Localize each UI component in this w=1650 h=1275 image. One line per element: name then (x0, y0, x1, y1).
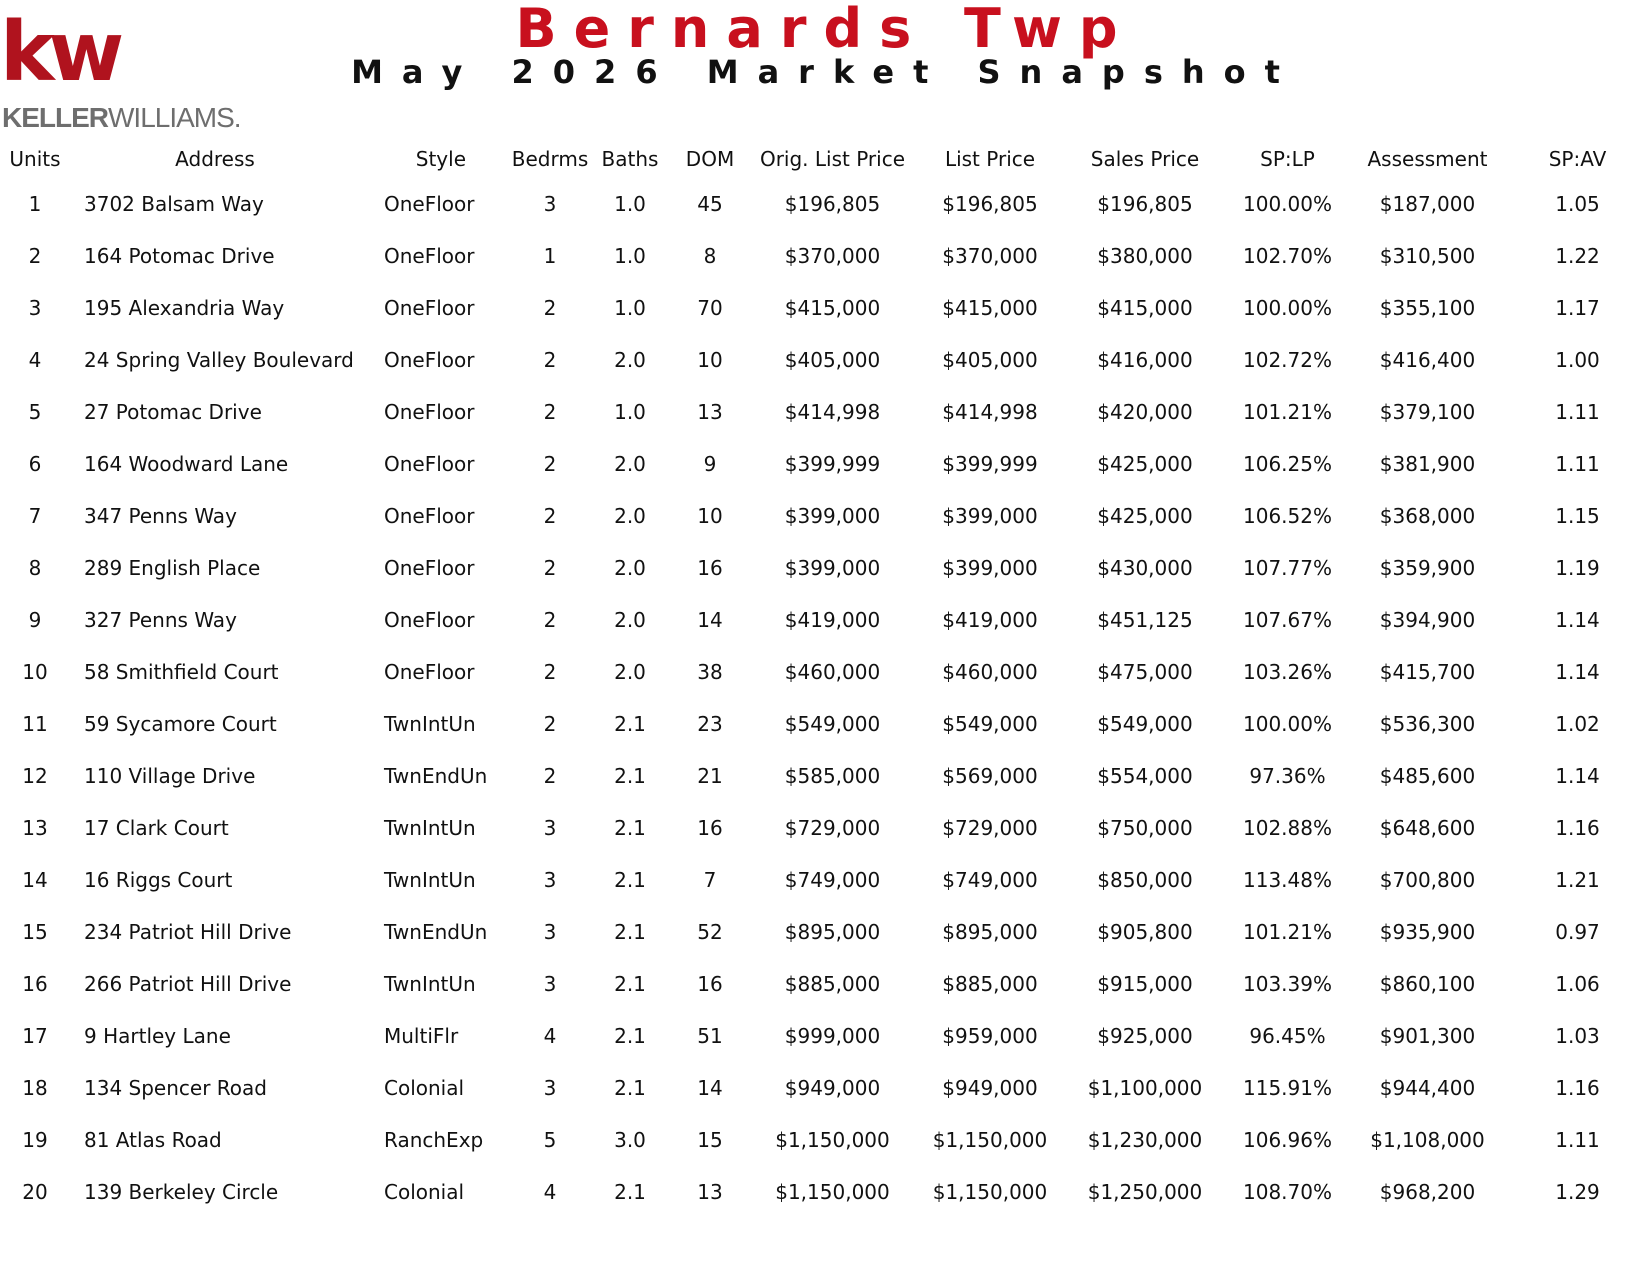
cell-assessment: $379,100 (1379, 400, 1476, 424)
cell-address: 134 Spencer Road (84, 1076, 267, 1100)
cell-list-price: $1,150,000 (932, 1180, 1048, 1204)
cell-sales-price: $554,000 (1097, 764, 1193, 788)
cell-unit: 2 (28, 244, 42, 268)
cell-dom: 10 (697, 348, 723, 372)
cell-unit: 3 (28, 296, 42, 320)
cell-orig-list-price: $749,000 (784, 868, 881, 892)
cell-bedrooms: 3 (543, 816, 557, 840)
cell-sales-price: $416,000 (1097, 348, 1193, 372)
cell-baths: 2.1 (614, 764, 646, 788)
cell-style: OneFloor (384, 192, 475, 216)
cell-address: 195 Alexandria Way (84, 296, 285, 320)
cell-baths: 1.0 (614, 400, 646, 424)
cell-bedrooms: 2 (543, 608, 557, 632)
cell-style: OneFloor (384, 296, 475, 320)
cell-list-price: $419,000 (942, 608, 1038, 632)
logo-wordmark (2, 104, 241, 132)
cell-address: 289 English Place (84, 556, 261, 580)
cell-assessment: $310,500 (1379, 244, 1476, 268)
cell-assessment: $485,600 (1379, 764, 1476, 788)
cell-style: OneFloor (384, 504, 475, 528)
cell-list-price: $399,000 (942, 556, 1038, 580)
cell-style: Colonial (384, 1076, 465, 1100)
cell-dom: 52 (697, 920, 723, 944)
cell-address: 24 Spring Valley Boulevard (84, 348, 354, 372)
cell-sp-lp: 107.67% (1243, 608, 1332, 632)
cell-baths: 3.0 (614, 1128, 646, 1152)
cell-unit: 4 (28, 348, 42, 372)
cell-sp-av: 1.14 (1555, 764, 1600, 788)
cell-list-price: $405,000 (942, 348, 1038, 372)
cell-dom: 15 (697, 1128, 723, 1152)
cell-assessment: $700,800 (1379, 868, 1476, 892)
cell-baths: 2.0 (614, 608, 646, 632)
cell-sp-av: 1.11 (1555, 400, 1600, 424)
cell-sp-lp: 103.39% (1243, 972, 1332, 996)
cell-assessment: $1,108,000 (1370, 1128, 1485, 1152)
cell-dom: 13 (697, 1180, 723, 1204)
cell-assessment: $648,600 (1379, 816, 1476, 840)
cell-list-price: $729,000 (942, 816, 1038, 840)
table-row (0, 542, 1650, 594)
cell-address: 139 Berkeley Circle (84, 1180, 279, 1204)
cell-sp-lp: 106.96% (1243, 1128, 1332, 1152)
cell-list-price: $196,805 (942, 192, 1038, 216)
cell-unit: 6 (28, 452, 42, 476)
cell-list-price: $460,000 (942, 660, 1038, 684)
cell-assessment: $355,100 (1379, 296, 1476, 320)
table-row (0, 1114, 1650, 1166)
cell-list-price: $370,000 (942, 244, 1038, 268)
cell-address: 81 Atlas Road (84, 1128, 222, 1152)
table-row (0, 750, 1650, 802)
table-row (0, 958, 1650, 1010)
cell-dom: 23 (697, 712, 723, 736)
cell-sales-price: $425,000 (1097, 504, 1193, 528)
cell-assessment: $368,000 (1379, 504, 1476, 528)
cell-style: Colonial (384, 1180, 465, 1204)
cell-style: OneFloor (384, 660, 475, 684)
cell-baths: 1.0 (614, 296, 646, 320)
table-row (0, 646, 1650, 698)
column-header-orig-list-price: Orig. List Price (759, 147, 906, 171)
cell-bedrooms: 2 (543, 712, 557, 736)
column-header-units: Units (9, 147, 61, 171)
cell-bedrooms: 2 (543, 452, 557, 476)
cell-assessment: $394,900 (1379, 608, 1476, 632)
cell-unit: 5 (28, 400, 42, 424)
cell-dom: 21 (697, 764, 723, 788)
cell-orig-list-price: $399,000 (784, 556, 881, 580)
cell-baths: 2.1 (614, 1024, 646, 1048)
column-header-dom: DOM (685, 147, 735, 171)
cell-bedrooms: 2 (543, 764, 557, 788)
cell-style: TwnEndUn (384, 920, 488, 944)
table-row (0, 386, 1650, 438)
cell-baths: 2.0 (614, 504, 646, 528)
table-row (0, 802, 1650, 854)
page-subtitle: May 2026 Market Snapshot (351, 53, 1299, 91)
cell-unit: 7 (28, 504, 42, 528)
cell-baths: 2.1 (614, 868, 646, 892)
cell-unit: 16 (22, 972, 48, 996)
column-header-sp-lp: SP:LP (1260, 147, 1315, 171)
cell-bedrooms: 4 (543, 1180, 557, 1204)
cell-sp-lp: 100.00% (1243, 296, 1332, 320)
cell-assessment: $901,300 (1379, 1024, 1476, 1048)
cell-assessment: $381,900 (1379, 452, 1476, 476)
cell-dom: 8 (703, 244, 717, 268)
cell-unit: 1 (28, 192, 42, 216)
cell-orig-list-price: $419,000 (784, 608, 881, 632)
cell-assessment: $860,100 (1379, 972, 1476, 996)
cell-baths: 1.0 (614, 192, 646, 216)
cell-unit: 14 (22, 868, 48, 892)
table-row (0, 230, 1650, 282)
cell-sp-av: 1.00 (1555, 348, 1600, 372)
cell-dom: 16 (697, 816, 723, 840)
cell-list-price: $399,999 (942, 452, 1038, 476)
cell-sales-price: $415,000 (1097, 296, 1193, 320)
cell-address: 327 Penns Way (84, 608, 237, 632)
cell-sp-lp: 107.77% (1243, 556, 1332, 580)
cell-style: OneFloor (384, 556, 475, 580)
cell-assessment: $187,000 (1379, 192, 1476, 216)
column-header-assessment: Assessment (1367, 147, 1488, 171)
column-header-style: Style (415, 147, 466, 171)
cell-orig-list-price: $549,000 (784, 712, 881, 736)
table-row (0, 594, 1650, 646)
column-header-sales-price: Sales Price (1090, 147, 1200, 171)
cell-sp-lp: 103.26% (1243, 660, 1332, 684)
cell-style: OneFloor (384, 608, 475, 632)
cell-sp-av: 1.02 (1555, 712, 1600, 736)
cell-sp-av: 1.19 (1555, 556, 1600, 580)
cell-orig-list-price: $196,805 (784, 192, 881, 216)
cell-unit: 19 (22, 1128, 48, 1152)
cell-sales-price: $850,000 (1097, 868, 1193, 892)
cell-sales-price: $1,250,000 (1087, 1180, 1203, 1204)
cell-list-price: $959,000 (942, 1024, 1038, 1048)
market-snapshot-table (0, 140, 1650, 1218)
cell-list-price: $1,150,000 (932, 1128, 1048, 1152)
cell-address: 58 Smithfield Court (84, 660, 279, 684)
cell-unit: 12 (22, 764, 48, 788)
table-row (0, 438, 1650, 490)
cell-dom: 70 (697, 296, 723, 320)
cell-baths: 2.1 (614, 1180, 646, 1204)
cell-style: MultiFlr (384, 1024, 459, 1048)
cell-sp-lp: 101.21% (1243, 920, 1332, 944)
cell-dom: 7 (703, 868, 717, 892)
cell-unit: 9 (28, 608, 42, 632)
cell-sp-av: 1.06 (1555, 972, 1600, 996)
cell-sales-price: $1,230,000 (1087, 1128, 1203, 1152)
cell-sp-av: 1.05 (1555, 192, 1600, 216)
cell-sales-price: $915,000 (1097, 972, 1193, 996)
table-row (0, 1010, 1650, 1062)
cell-sales-price: $475,000 (1097, 660, 1193, 684)
cell-bedrooms: 2 (543, 400, 557, 424)
table-row (0, 1166, 1650, 1218)
cell-style: OneFloor (384, 244, 475, 268)
cell-sales-price: $549,000 (1097, 712, 1193, 736)
cell-sp-av: 1.11 (1555, 1128, 1600, 1152)
cell-orig-list-price: $1,150,000 (775, 1128, 890, 1152)
cell-sp-av: 1.15 (1555, 504, 1600, 528)
cell-dom: 45 (697, 192, 723, 216)
cell-bedrooms: 5 (543, 1128, 557, 1152)
cell-sales-price: $905,800 (1097, 920, 1193, 944)
cell-list-price: $549,000 (942, 712, 1038, 736)
logo-word-bold: KELLER (2, 102, 108, 133)
cell-dom: 51 (697, 1024, 723, 1048)
table-row (0, 698, 1650, 750)
cell-sales-price: $1,100,000 (1087, 1076, 1203, 1100)
column-header-bedrooms: Bedrms (511, 147, 589, 171)
cell-orig-list-price: $405,000 (784, 348, 881, 372)
cell-list-price: $415,000 (942, 296, 1038, 320)
cell-orig-list-price: $399,999 (784, 452, 881, 476)
cell-baths: 2.0 (614, 348, 646, 372)
cell-assessment: $935,900 (1379, 920, 1476, 944)
cell-dom: 38 (697, 660, 723, 684)
cell-sp-lp: 106.52% (1243, 504, 1332, 528)
cell-list-price: $399,000 (942, 504, 1038, 528)
cell-bedrooms: 3 (543, 868, 557, 892)
cell-assessment: $944,400 (1379, 1076, 1476, 1100)
cell-address: 27 Potomac Drive (84, 400, 262, 424)
cell-baths: 2.1 (614, 972, 646, 996)
cell-assessment: $359,900 (1379, 556, 1476, 580)
cell-address: 164 Woodward Lane (84, 452, 289, 476)
cell-orig-list-price: $999,000 (784, 1024, 881, 1048)
cell-sp-lp: 100.00% (1243, 712, 1332, 736)
cell-address: 110 Village Drive (84, 764, 256, 788)
cell-bedrooms: 2 (543, 296, 557, 320)
cell-orig-list-price: $729,000 (784, 816, 881, 840)
cell-list-price: $414,998 (942, 400, 1038, 424)
cell-sp-av: 1.16 (1555, 1076, 1600, 1100)
cell-unit: 18 (22, 1076, 48, 1100)
table-row (0, 906, 1650, 958)
column-header-baths: Baths (601, 147, 659, 171)
cell-address: 17 Clark Court (84, 816, 229, 840)
cell-list-price: $885,000 (942, 972, 1038, 996)
cell-sp-lp: 96.45% (1249, 1024, 1326, 1048)
cell-address: 266 Patriot Hill Drive (84, 972, 292, 996)
cell-bedrooms: 2 (543, 348, 557, 372)
cell-sp-lp: 102.72% (1243, 348, 1332, 372)
cell-dom: 9 (703, 452, 717, 476)
cell-unit: 13 (22, 816, 48, 840)
cell-sp-lp: 102.70% (1243, 244, 1332, 268)
column-header-address: Address (175, 147, 255, 171)
cell-orig-list-price: $414,998 (784, 400, 881, 424)
cell-dom: 14 (697, 608, 723, 632)
cell-sp-lp: 97.36% (1249, 764, 1326, 788)
page-title: Bernards Twp (515, 0, 1135, 60)
cell-unit: 17 (22, 1024, 48, 1048)
cell-list-price: $895,000 (942, 920, 1038, 944)
column-header-list-price: List Price (944, 147, 1036, 171)
cell-list-price: $749,000 (942, 868, 1038, 892)
cell-assessment: $415,700 (1379, 660, 1476, 684)
cell-address: 164 Potomac Drive (84, 244, 275, 268)
cell-baths: 2.1 (614, 920, 646, 944)
cell-orig-list-price: $885,000 (784, 972, 881, 996)
cell-bedrooms: 2 (543, 556, 557, 580)
cell-baths: 1.0 (614, 244, 646, 268)
cell-sp-av: 0.97 (1555, 920, 1600, 944)
cell-orig-list-price: $949,000 (784, 1076, 881, 1100)
cell-sales-price: $451,125 (1097, 608, 1193, 632)
cell-bedrooms: 2 (543, 504, 557, 528)
cell-bedrooms: 3 (543, 920, 557, 944)
cell-style: TwnIntUn (384, 816, 476, 840)
column-header-sp-av: SP:AV (1548, 147, 1607, 171)
cell-bedrooms: 4 (543, 1024, 557, 1048)
table-header-row (0, 140, 1650, 178)
cell-orig-list-price: $415,000 (784, 296, 881, 320)
cell-baths: 2.1 (614, 816, 646, 840)
cell-sp-av: 1.22 (1555, 244, 1600, 268)
cell-assessment: $968,200 (1379, 1180, 1476, 1204)
cell-sales-price: $380,000 (1097, 244, 1193, 268)
cell-style: TwnIntUn (384, 868, 476, 892)
cell-orig-list-price: $1,150,000 (775, 1180, 890, 1204)
logo-mark: kw (0, 5, 119, 100)
table-row (0, 282, 1650, 334)
cell-sp-lp: 100.00% (1243, 192, 1332, 216)
cell-baths: 2.1 (614, 712, 646, 736)
cell-bedrooms: 3 (543, 192, 557, 216)
cell-sp-av: 1.03 (1555, 1024, 1600, 1048)
cell-address: 16 Riggs Court (84, 868, 233, 892)
cell-style: OneFloor (384, 400, 475, 424)
cell-sales-price: $420,000 (1097, 400, 1193, 424)
cell-orig-list-price: $399,000 (784, 504, 881, 528)
cell-sales-price: $430,000 (1097, 556, 1193, 580)
cell-bedrooms: 3 (543, 1076, 557, 1100)
cell-bedrooms: 1 (543, 244, 557, 268)
cell-sp-av: 1.11 (1555, 452, 1600, 476)
cell-dom: 10 (697, 504, 723, 528)
table-row (0, 490, 1650, 542)
cell-sp-lp: 113.48% (1243, 868, 1332, 892)
cell-bedrooms: 2 (543, 660, 557, 684)
cell-sp-av: 1.29 (1555, 1180, 1600, 1204)
cell-address: 3702 Balsam Way (84, 192, 264, 216)
cell-address: 234 Patriot Hill Drive (84, 920, 292, 944)
cell-sp-av: 1.14 (1555, 608, 1600, 632)
cell-bedrooms: 3 (543, 972, 557, 996)
cell-baths: 2.1 (614, 1076, 646, 1100)
cell-style: OneFloor (384, 452, 475, 476)
cell-sp-lp: 115.91% (1243, 1076, 1332, 1100)
cell-sp-av: 1.16 (1555, 816, 1600, 840)
cell-unit: 20 (22, 1180, 48, 1204)
cell-address: 9 Hartley Lane (84, 1024, 231, 1048)
cell-assessment: $416,400 (1379, 348, 1476, 372)
cell-sp-lp: 106.25% (1243, 452, 1332, 476)
table-row (0, 854, 1650, 906)
cell-baths: 2.0 (614, 452, 646, 476)
cell-unit: 10 (22, 660, 48, 684)
cell-orig-list-price: $585,000 (784, 764, 881, 788)
table-row (0, 1062, 1650, 1114)
cell-sales-price: $750,000 (1097, 816, 1193, 840)
table-row (0, 334, 1650, 386)
cell-sales-price: $425,000 (1097, 452, 1193, 476)
cell-style: TwnIntUn (384, 712, 476, 736)
cell-address: 347 Penns Way (84, 504, 237, 528)
cell-dom: 14 (697, 1076, 723, 1100)
cell-baths: 2.0 (614, 660, 646, 684)
cell-sp-av: 1.17 (1555, 296, 1600, 320)
logo-word-light: WILLIAMS. (108, 102, 241, 133)
cell-list-price: $569,000 (942, 764, 1038, 788)
cell-unit: 8 (28, 556, 42, 580)
cell-sp-lp: 101.21% (1243, 400, 1332, 424)
cell-sp-av: 1.14 (1555, 660, 1600, 684)
cell-orig-list-price: $460,000 (784, 660, 881, 684)
cell-dom: 16 (697, 972, 723, 996)
cell-style: TwnEndUn (384, 764, 488, 788)
cell-unit: 11 (22, 712, 48, 736)
cell-style: OneFloor (384, 348, 475, 372)
cell-orig-list-price: $895,000 (784, 920, 881, 944)
cell-unit: 15 (22, 920, 48, 944)
cell-sales-price: $196,805 (1097, 192, 1193, 216)
cell-list-price: $949,000 (942, 1076, 1038, 1100)
cell-sp-av: 1.21 (1555, 868, 1600, 892)
cell-orig-list-price: $370,000 (784, 244, 881, 268)
cell-sp-lp: 108.70% (1243, 1180, 1332, 1204)
table-row (0, 178, 1650, 230)
cell-style: RanchExp (384, 1128, 484, 1152)
cell-dom: 13 (697, 400, 723, 424)
cell-baths: 2.0 (614, 556, 646, 580)
cell-sp-lp: 102.88% (1243, 816, 1332, 840)
cell-style: TwnIntUn (384, 972, 476, 996)
cell-dom: 16 (697, 556, 723, 580)
cell-sales-price: $925,000 (1097, 1024, 1193, 1048)
cell-address: 59 Sycamore Court (84, 712, 277, 736)
cell-assessment: $536,300 (1379, 712, 1476, 736)
